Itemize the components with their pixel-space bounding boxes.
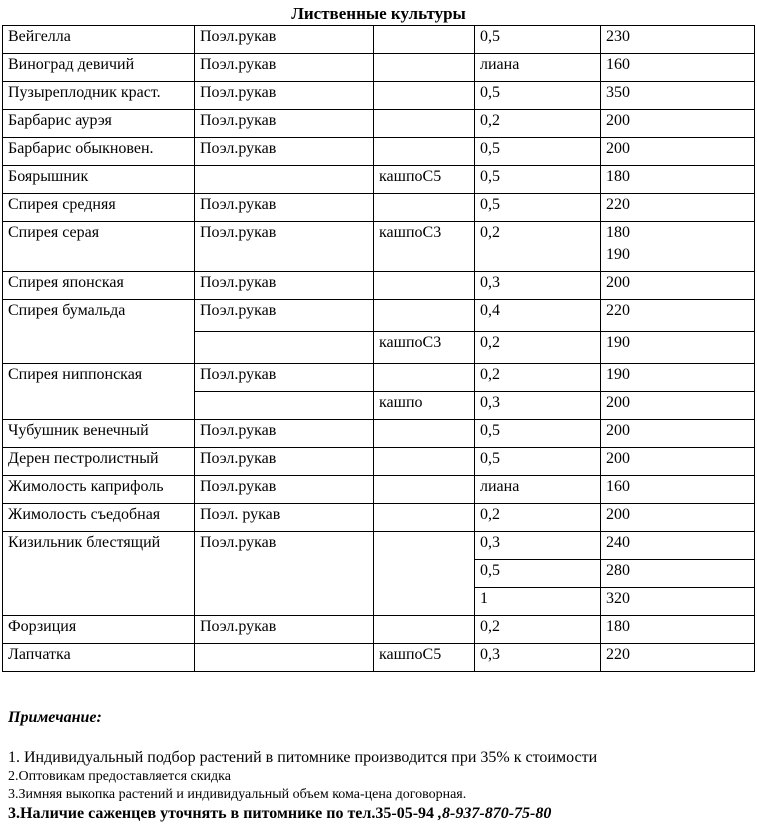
size: 0,5 — [475, 194, 601, 222]
table-row — [3, 82, 755, 110]
size: лиана — [475, 54, 601, 82]
size: 0,5 — [475, 448, 601, 476]
table-row — [3, 138, 755, 166]
note-line-1: 1. Индивидуальный подбор растений в питомнике производится при 35% к стоимости — [8, 749, 598, 766]
plant-name: Жимолость каприфоль — [3, 476, 195, 504]
notes-heading: Примечание: — [8, 709, 102, 726]
price: 350 — [601, 82, 755, 110]
container: кашпо — [374, 392, 475, 420]
container: кашпоС3 — [374, 332, 475, 364]
plant-name: Лапчатка — [3, 644, 195, 672]
note-line-4 — [8, 804, 753, 824]
packaging: Поэл.рукав — [195, 476, 374, 504]
size: 0,5 — [475, 560, 601, 588]
size: 0,2 — [475, 332, 601, 364]
price: 220 — [601, 194, 755, 222]
price: 190 — [601, 364, 755, 392]
price: 200 — [601, 448, 755, 476]
container — [374, 504, 475, 532]
price: 200 — [601, 138, 755, 166]
size: 0,2 — [475, 222, 601, 272]
packaging — [195, 332, 374, 364]
price-line: 180 — [606, 224, 630, 241]
container — [374, 272, 475, 300]
packaging: Поэл.рукав — [195, 532, 374, 616]
packaging — [195, 166, 374, 194]
price-table — [2, 25, 755, 672]
price: 180 — [601, 616, 755, 644]
notes-section — [8, 708, 753, 824]
packaging: Поэл.рукав — [195, 110, 374, 138]
packaging: Поэл. рукав — [195, 504, 374, 532]
packaging: Поэл.рукав — [195, 300, 374, 332]
size: 0,5 — [475, 420, 601, 448]
container — [374, 532, 475, 616]
table-row — [3, 616, 755, 644]
table-row — [3, 194, 755, 222]
table-row — [3, 54, 755, 82]
packaging — [195, 392, 374, 420]
table-row — [3, 222, 755, 272]
container — [374, 364, 475, 392]
table-row — [3, 420, 755, 448]
container — [374, 616, 475, 644]
container: кашпоС5 — [374, 644, 475, 672]
table-row — [3, 448, 755, 476]
packaging: Поэл.рукав — [195, 448, 374, 476]
size: 0,2 — [475, 616, 601, 644]
table-row — [3, 26, 755, 54]
container: кашпоС3 — [374, 222, 475, 272]
table-row — [3, 166, 755, 194]
plant-name: Барбарис аурэя — [3, 110, 195, 138]
packaging: Поэл.рукав — [195, 272, 374, 300]
size: 0,3 — [475, 392, 601, 420]
container — [374, 26, 475, 54]
plant-name: Барбарис обыкновен. — [3, 138, 195, 166]
plant-name: Жимолость съедобная — [3, 504, 195, 532]
note-line-2: 2.Оптовикам предоставляется скидка — [8, 769, 231, 784]
table-row — [3, 476, 755, 504]
page-title: Лиственные культуры — [291, 4, 466, 23]
container — [374, 300, 475, 332]
price: 240 — [601, 532, 755, 560]
container — [374, 194, 475, 222]
price: 200 — [601, 392, 755, 420]
packaging: Поэл.рукав — [195, 26, 374, 54]
plant-name: Спирея серая — [3, 222, 195, 272]
packaging: Поэл.рукав — [195, 364, 374, 392]
table-row — [3, 300, 755, 332]
packaging: Поэл.рукав — [195, 222, 374, 272]
container — [374, 82, 475, 110]
container — [374, 420, 475, 448]
price: 160 — [601, 54, 755, 82]
table-row — [3, 532, 755, 560]
size: 0,5 — [475, 138, 601, 166]
plant-name: Дерен пестролистный — [3, 448, 195, 476]
packaging: Поэл.рукав — [195, 420, 374, 448]
plant-name: Кизильник блестящий — [3, 532, 195, 616]
phone-number: ,8-937-870-75-80 — [438, 805, 552, 822]
plant-name: Спирея ниппонская — [3, 364, 195, 420]
plant-name: Пузыреплодник краст. — [3, 82, 195, 110]
price: 200 — [601, 110, 755, 138]
price: 180 — [601, 166, 755, 194]
size: 0,3 — [475, 272, 601, 300]
plant-name: Вейгелла — [3, 26, 195, 54]
container — [374, 54, 475, 82]
price: 320 — [601, 588, 755, 616]
size: 0,3 — [475, 644, 601, 672]
container — [374, 138, 475, 166]
size: 0,5 — [475, 166, 601, 194]
price: 200 — [601, 272, 755, 300]
packaging — [195, 644, 374, 672]
container — [374, 476, 475, 504]
plant-name: Спирея японская — [3, 272, 195, 300]
container — [374, 110, 475, 138]
plant-name: Боярышник — [3, 166, 195, 194]
size: 0,3 — [475, 532, 601, 560]
note-line-3: 3.Зимняя выкопка растений и индивидуальный объем кома-цена договорная. — [8, 787, 467, 802]
size: 1 — [475, 588, 601, 616]
size: 0,4 — [475, 300, 601, 332]
size: лиана — [475, 476, 601, 504]
plant-name: Спирея средняя — [3, 194, 195, 222]
table-row — [3, 644, 755, 672]
note-line-4-text: 3.Наличие саженцев уточнять в питомнике по тел.35-05-94 — [8, 805, 439, 822]
size: 0,5 — [475, 82, 601, 110]
price-line: 190 — [606, 246, 630, 263]
plant-name: Чубушник венечный — [3, 420, 195, 448]
packaging: Поэл.рукав — [195, 616, 374, 644]
price — [601, 222, 755, 272]
container — [374, 448, 475, 476]
container: кашпоС5 — [374, 166, 475, 194]
price: 220 — [601, 300, 755, 332]
packaging: Поэл.рукав — [195, 54, 374, 82]
price: 230 — [601, 26, 755, 54]
price: 160 — [601, 476, 755, 504]
price: 280 — [601, 560, 755, 588]
price: 200 — [601, 420, 755, 448]
size: 0,5 — [475, 26, 601, 54]
size: 0,2 — [475, 110, 601, 138]
plant-name: Спирея бумальда — [3, 300, 195, 364]
table-row — [3, 110, 755, 138]
size: 0,2 — [475, 364, 601, 392]
plant-name: Виноград девичий — [3, 54, 195, 82]
packaging: Поэл.рукав — [195, 138, 374, 166]
size: 0,2 — [475, 504, 601, 532]
packaging: Поэл.рукав — [195, 82, 374, 110]
table-row — [3, 504, 755, 532]
price: 190 — [601, 332, 755, 364]
table-row — [3, 272, 755, 300]
plant-name: Форзиция — [3, 616, 195, 644]
price: 220 — [601, 644, 755, 672]
table-row — [3, 364, 755, 392]
packaging: Поэл.рукав — [195, 194, 374, 222]
price: 200 — [601, 504, 755, 532]
